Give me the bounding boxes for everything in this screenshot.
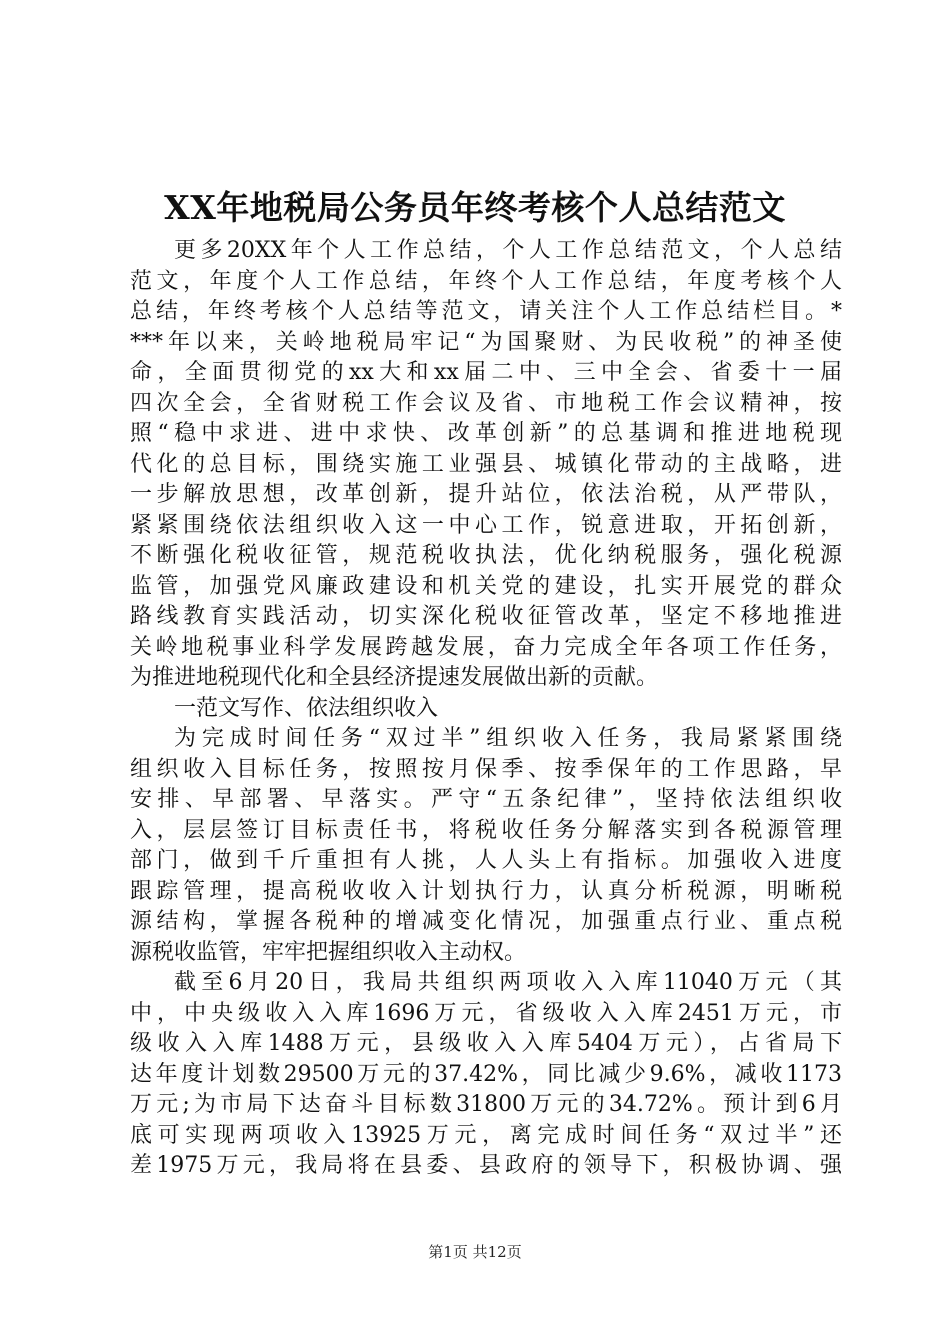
body-text-line: 部门，做到千斤重担有人挑，人人头上有指标。加强收入进度 <box>130 848 842 873</box>
body-text-line: 为完成时间任务“双过半”组织收入任务，我局紧紧围绕 <box>174 726 842 751</box>
body-text-line: 监管，加强党风廉政建设和机关党的建设，扎实开展党的群众 <box>130 573 842 599</box>
body-text-line: 安排、早部署、早落实。严守“五条纪律”，坚持依法组织收 <box>130 787 842 812</box>
body-text-line: 范文，年度个人工作总结，年终个人工作总结，年度考核个人 <box>130 268 842 294</box>
body-text-line: 一范文写作、依法组织收入 <box>174 695 439 721</box>
body-text-line: 四次全会，全省财税工作会议及省、市地税工作会议精神，按 <box>130 390 842 416</box>
body-text-line: 总结，年终考核个人总结等范文，请关注个人工作总结栏目。* <box>130 299 842 324</box>
body-text-line: 源税收监管，牢牢把握组织收入主动权。 <box>130 939 527 965</box>
body-text-line: 跟踪管理，提高税收收入计划执行力，认真分析税源，明晰税 <box>130 878 842 904</box>
body-text-line: 组织收入目标任务，按照按月保季、按季保年的工作思路，早 <box>130 756 842 782</box>
body-text-line: 更多20XX年个人工作总结，个人工作总结范文，个人总结 <box>174 238 842 263</box>
document-title: XX年地税局公务员年终考核个人总结范文 <box>164 188 786 227</box>
body-text-line: 差1975万元，我局将在县委、县政府的领导下，积极协调、强 <box>130 1153 842 1178</box>
body-text-line: 命，全面贯彻党的xx大和xx届二中、三中全会、省委十一届 <box>130 360 842 385</box>
body-text-line: 入，层层签订目标责任书，将税收任务分解落实到各税源管理 <box>130 817 842 843</box>
body-text-line: 路线教育实践活动，切实深化税收征管改革，坚定不移地推进 <box>130 604 842 629</box>
body-text-line: 为推进地税现代化和全县经济提速发展做出新的贡献。 <box>130 665 659 690</box>
body-text-line: 代化的总目标，围绕实施工业强县、城镇化带动的主战略，进 <box>130 451 842 477</box>
body-text-line: ***年以来，关岭地税局牢记“为国聚财、为民收税”的神圣使 <box>130 329 842 355</box>
body-text-line: 源结构，掌握各税种的增减变化情况，加强重点行业、重点税 <box>130 909 842 934</box>
body-text-line: 底可实现两项收入13925万元，离完成时间任务“双过半”还 <box>130 1122 842 1148</box>
body-text-line: 一步解放思想，改革创新，提升站位，依法治税，从严带队， <box>130 482 842 507</box>
document-body <box>130 236 842 1182</box>
body-text-line: 关岭地税事业科学发展跨越发展，奋力完成全年各项工作任务， <box>130 634 842 660</box>
body-text-line: 照“稳中求进、进中求快、改革创新”的总基调和推进地税现 <box>130 421 842 446</box>
body-text-line: 不断强化税收征管，规范税收执法，优化纳税服务，强化税源 <box>130 543 842 568</box>
body-text-line: 紧紧围绕依法组织收入这一中心工作，锐意进取，开拓创新， <box>130 512 842 538</box>
body-text-line: 万元;为市局下达奋斗目标数31800万元的34.72%。预计到6月 <box>130 1092 842 1117</box>
body-text-line: 中，中央级收入入库1696万元，省级收入入库2451万元，市 <box>130 1000 842 1026</box>
body-text-line: 截至6月20日，我局共组织两项收入入库11040万元（其 <box>174 970 842 995</box>
body-text-line: 达年度计划数29500万元的37.42%，同比减少9.6%，减收1173 <box>130 1061 842 1087</box>
body-text-line: 级收入入库1488万元，县级收入入库5404万元），占省局下 <box>130 1031 842 1056</box>
page-footer: 第1页 共12页 <box>428 1243 522 1261</box>
